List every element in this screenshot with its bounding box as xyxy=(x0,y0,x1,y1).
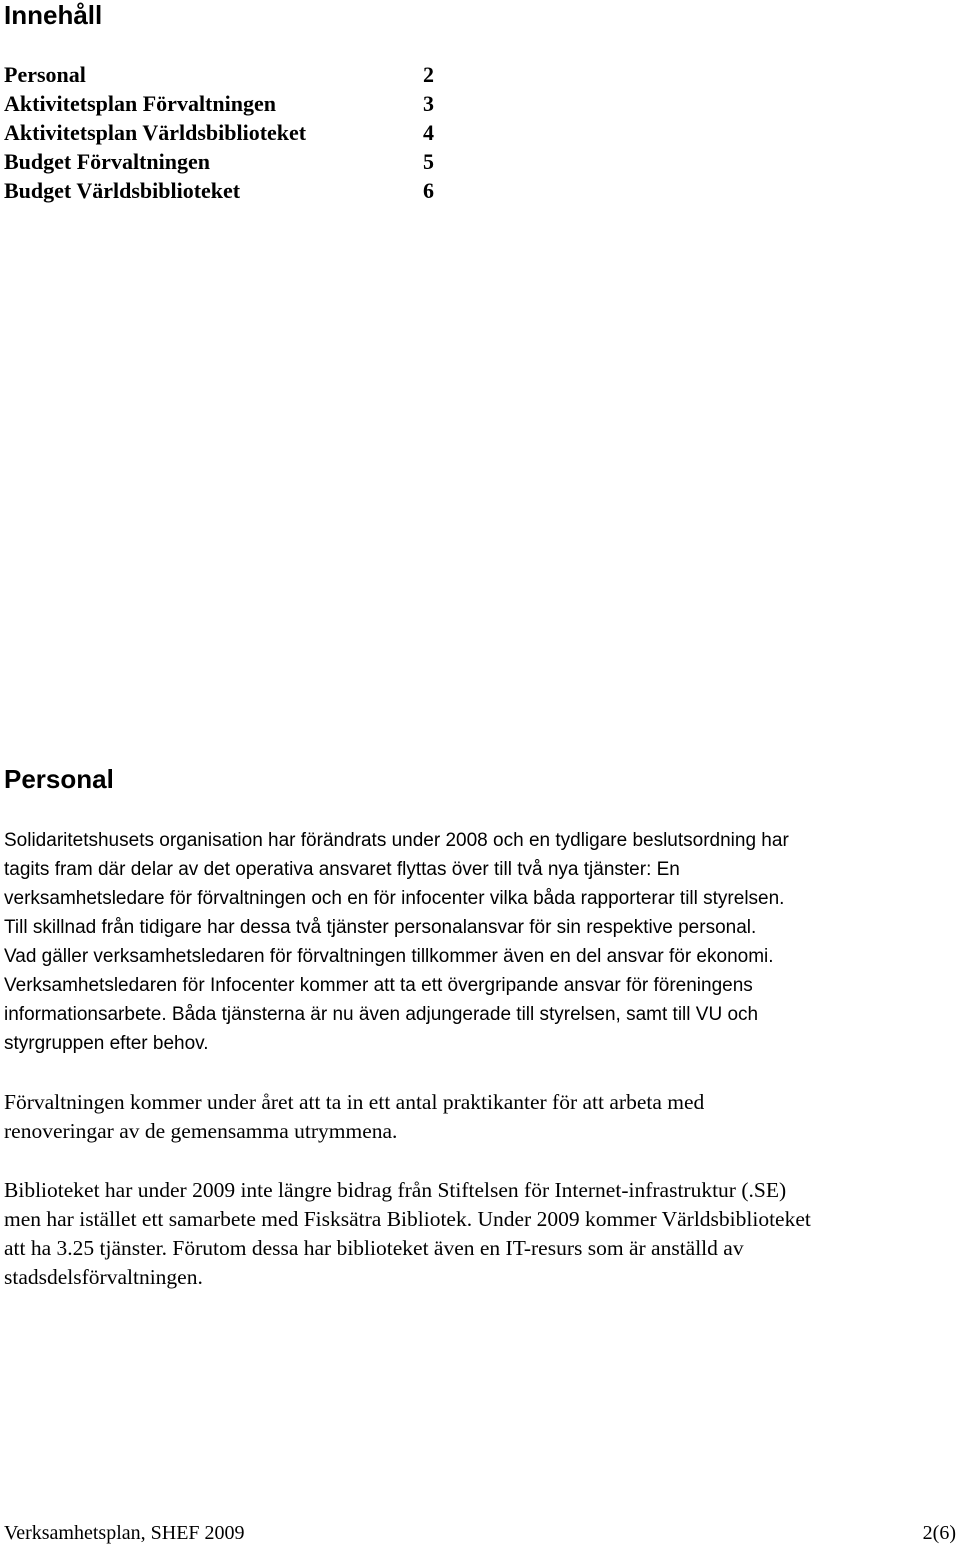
paragraph-line: informationsarbete. Båda tjänsterna är nu även adjungerade till styrelsen, samt till VU och xyxy=(4,1004,759,1025)
toc-entry-page: 2 xyxy=(423,62,434,87)
paragraph-line: Biblioteket har under 2009 inte längre bidrag från Stiftelsen för Internet-infrastruktur (.SE) xyxy=(4,1178,787,1202)
footer-page-number: 2(6) xyxy=(922,1522,956,1544)
toc-entry-page: 3 xyxy=(423,91,434,116)
paragraph-line: Verksamhetsledaren för Infocenter kommer att ta ett övergripande ansvar för föreningens xyxy=(4,975,753,996)
paragraph-line: Solidaritetshusets organisation har förändrats under 2008 och en tydligare beslutsordning har xyxy=(4,830,789,851)
toc-entry-title: Aktivitetsplan Världsbiblioteket xyxy=(4,120,307,145)
paragraph-line: tagits fram där delar av det operativa ansvaret flyttas över till två nya tjänster: En xyxy=(4,859,680,880)
toc-entry-page: 4 xyxy=(423,120,434,145)
table-of-contents xyxy=(4,60,434,205)
toc-entry-title: Budget Världsbiblioteket xyxy=(4,178,241,203)
paragraph-praktikanter xyxy=(4,1088,956,1146)
toc-entry[interactable] xyxy=(4,176,434,205)
page-footer xyxy=(4,1520,956,1546)
paragraph-line: Förvaltningen kommer under året att ta in ett antal praktikanter för att arbeta med xyxy=(4,1090,705,1114)
toc-entry-title: Personal xyxy=(4,62,86,87)
paragraph-line: styrgruppen efter behov. xyxy=(4,1033,209,1054)
toc-entry[interactable] xyxy=(4,147,434,176)
paragraph-line: att ha 3.25 tjänster. Förutom dessa har biblioteket även en IT-resurs som är anställd av xyxy=(4,1236,744,1260)
toc-heading: Innehåll xyxy=(4,0,103,30)
toc-entry-page: 5 xyxy=(423,149,434,174)
toc-entry-page: 6 xyxy=(423,178,434,203)
footer-document-title: Verksamhetsplan, SHEF 2009 xyxy=(4,1522,245,1544)
paragraph-biblioteket xyxy=(4,1176,956,1292)
paragraph-line: Vad gäller verksamhetsledaren för förvaltningen tillkommer även en del ansvar för ekonomi. xyxy=(4,946,774,967)
section-heading: Personal xyxy=(4,764,114,794)
toc-entry[interactable] xyxy=(4,118,434,147)
toc-entry-title: Budget Förvaltningen xyxy=(4,149,210,174)
toc-entry[interactable] xyxy=(4,89,434,118)
paragraph-line: men har istället ett samarbete med Fisksätra Bibliotek. Under 2009 kommer Världsbiblioteket xyxy=(4,1207,811,1231)
toc-entry-title: Aktivitetsplan Förvaltningen xyxy=(4,91,276,116)
paragraph-line: Till skillnad från tidigare har dessa två tjänster personalansvar för sin respektive personal. xyxy=(4,917,757,938)
toc-entry[interactable] xyxy=(4,60,434,89)
paragraph-line: renoveringar av de gemensamma utrymmena. xyxy=(4,1119,398,1143)
paragraph-organisation xyxy=(4,826,956,1058)
paragraph-line: stadsdelsförvaltningen. xyxy=(4,1265,203,1289)
paragraph-line: verksamhetsledare för förvaltningen och en för infocenter vilka båda rapporterar till styrelsen. xyxy=(4,888,785,909)
